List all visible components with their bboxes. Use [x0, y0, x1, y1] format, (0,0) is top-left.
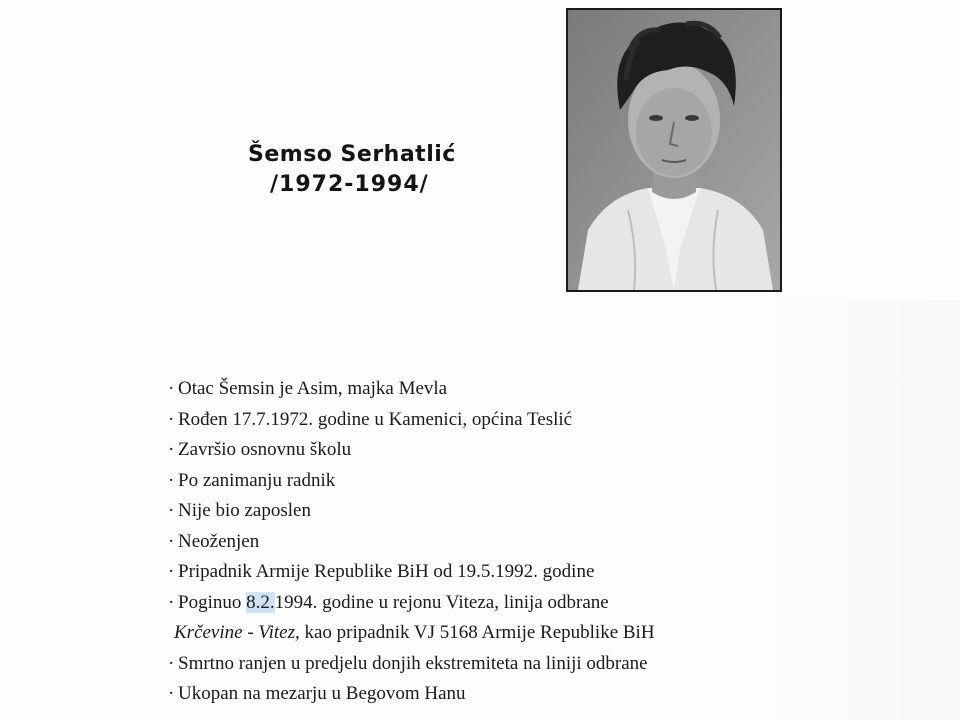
list-item	[168, 435, 655, 466]
list-item-text: Završio osnovnu školu	[178, 439, 352, 460]
list-item-text: Rođen 17.7.1972. godine u Kamenici, općina Teslić	[178, 408, 573, 430]
person-name: Šemso Serhatlić	[248, 142, 456, 167]
list-item-text: Po zanimanju radnik	[178, 469, 336, 491]
page-bleed-through	[760, 300, 960, 720]
bullet-marker: ·	[168, 469, 175, 491]
list-item	[168, 527, 655, 558]
death-date-highlight: 8.2.	[246, 591, 275, 613]
bullet-marker: ·	[168, 591, 175, 613]
bullet-marker: ·	[168, 439, 175, 460]
list-item-death	[168, 588, 655, 619]
list-item-text: Smrtno ranjen u predjelu donjih ekstremiteta na liniji odbrane	[178, 652, 648, 674]
list-item	[168, 679, 655, 710]
list-item-continuation	[168, 618, 655, 649]
bullet-marker: ·	[168, 683, 175, 704]
portrait-photo	[566, 8, 782, 292]
list-item-text: Ukopan na mezarju u Begovom Hanu	[178, 683, 466, 704]
life-years: /1972-1994/	[270, 172, 429, 197]
list-item	[168, 405, 655, 436]
list-item-text: Nije bio zaposlen	[178, 500, 311, 521]
death-place: Krčevine - Vitez	[174, 622, 295, 643]
list-item	[168, 649, 655, 680]
death-suffix: 1994. godine u rejonu Viteza, linija odbrane	[274, 591, 609, 613]
list-item	[168, 466, 655, 497]
portrait-icon	[568, 10, 780, 290]
bullet-marker: ·	[168, 500, 175, 521]
bullet-marker: ·	[168, 652, 175, 674]
list-item-text: Otac Šemsin je Asim, majka Mevla	[178, 378, 448, 399]
bullet-marker: ·	[168, 408, 175, 430]
list-item-text: Pripadnik Armije Republike BiH od 19.5.1992. godine	[178, 561, 595, 582]
header-block	[248, 140, 456, 200]
list-item	[168, 496, 655, 527]
bullet-marker: ·	[168, 530, 175, 552]
list-item	[168, 374, 655, 405]
death-continuation: , kao pripadnik VJ 5168 Armije Republike BiH	[295, 622, 655, 643]
bullet-marker: ·	[168, 561, 175, 582]
death-prefix: Poginuo	[178, 591, 247, 613]
biography-list	[168, 374, 655, 710]
list-item	[168, 557, 655, 588]
bullet-marker: ·	[168, 378, 175, 399]
list-item-text: Neoženjen	[178, 530, 260, 552]
